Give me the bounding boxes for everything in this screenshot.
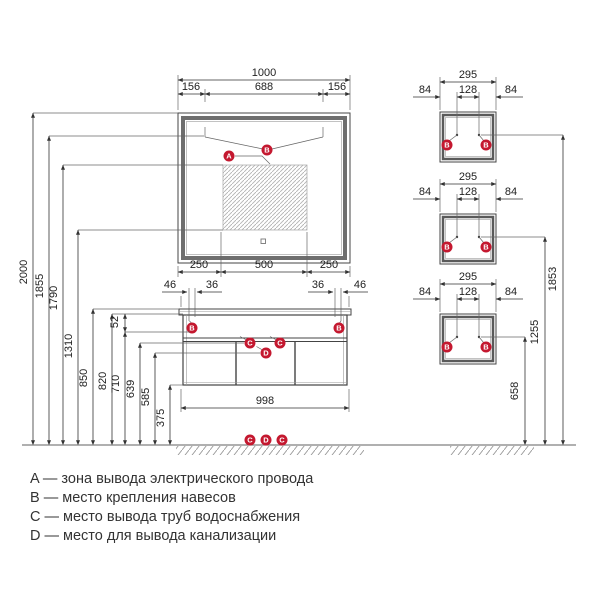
- dim-zone-left: 250: [189, 259, 209, 271]
- dim-46-right: 46: [353, 279, 367, 291]
- marker-a: [224, 151, 235, 162]
- dim-h710: 710: [110, 374, 122, 394]
- floor-pipe-markers: [245, 435, 288, 446]
- dim-36-left: 36: [205, 279, 219, 291]
- dim-vanity-width: 998: [255, 395, 275, 407]
- dim-h2000: 2000: [18, 259, 30, 285]
- svg-text:C: C: [279, 435, 285, 445]
- dim-h585: 585: [140, 387, 152, 407]
- dim-h820: 820: [97, 371, 109, 391]
- dim-side-edge: 84: [504, 84, 518, 96]
- dim-h1855: 1855: [34, 273, 46, 299]
- dim-side-edge: 84: [418, 186, 432, 198]
- marker-b: [481, 140, 492, 151]
- marker-b: [481, 342, 492, 353]
- dim-mirror-hook-right: 156: [327, 81, 347, 93]
- svg-text:B: B: [189, 323, 195, 333]
- marker-d: [261, 435, 272, 446]
- marker-c: [275, 338, 286, 349]
- legend-item-d: D — место для вывода канализации: [30, 528, 277, 544]
- mirror-front-view: [178, 113, 350, 263]
- side-view-bottom: [413, 271, 523, 364]
- svg-text:B: B: [483, 242, 489, 252]
- side-view-middle: [413, 171, 523, 264]
- dim-36-right: 36: [311, 279, 325, 291]
- dim-side-depth: 295: [458, 69, 478, 81]
- dim-side-edge: 84: [504, 186, 518, 198]
- dim-h639: 639: [125, 379, 137, 399]
- svg-text:C: C: [247, 435, 253, 445]
- dim-zone-width: 500: [254, 259, 274, 271]
- vanity-width-dimension: [181, 389, 349, 412]
- legend-item-c: C — место вывода труб водоснабжения: [30, 509, 301, 525]
- dim-hook-658: 658: [509, 381, 521, 401]
- dim-side-depth: 295: [458, 171, 478, 183]
- marker-b: [442, 242, 453, 253]
- dim-zone-right: 250: [319, 259, 339, 271]
- dim-side-spacing: 128: [458, 286, 478, 298]
- marker-d: [261, 348, 272, 359]
- dim-h375: 375: [155, 408, 167, 428]
- dim-h850: 850: [78, 368, 90, 388]
- dim-side-spacing: 128: [458, 186, 478, 198]
- svg-text:B: B: [264, 145, 270, 155]
- dim-side-edge: 84: [418, 84, 432, 96]
- dim-hook-1255: 1255: [529, 319, 541, 345]
- dim-hook-drop-52: 52: [109, 315, 121, 329]
- svg-text:A: A: [226, 151, 232, 161]
- dim-mirror-hook-span: 688: [254, 81, 274, 93]
- marker-b: [442, 140, 453, 151]
- svg-text:B: B: [444, 140, 450, 150]
- svg-text:D: D: [263, 435, 269, 445]
- svg-text:B: B: [444, 342, 450, 352]
- floor-line: [22, 445, 576, 455]
- legend-item-b: B — место крепления навесов: [30, 490, 236, 506]
- svg-text:B: B: [483, 342, 489, 352]
- marker-c: [277, 435, 288, 446]
- svg-text:D: D: [263, 348, 269, 358]
- svg-text:C: C: [247, 338, 253, 348]
- marker-c: [245, 338, 256, 349]
- marker-c: [245, 435, 256, 446]
- dim-side-edge: 84: [418, 286, 432, 298]
- marker-b: [262, 145, 273, 156]
- svg-text:C: C: [277, 338, 283, 348]
- dim-side-depth: 295: [458, 271, 478, 283]
- vanity-front-view: [179, 309, 351, 385]
- mirror-top-dimensions: [178, 67, 350, 110]
- dim-46-left: 46: [163, 279, 177, 291]
- svg-text:B: B: [444, 242, 450, 252]
- legend: [30, 471, 314, 544]
- svg-text:B: B: [483, 140, 489, 150]
- dim-hook-1853: 1853: [547, 266, 559, 292]
- wall-hook-height-dimensions: [481, 135, 563, 445]
- electric-zone-a: [223, 165, 307, 230]
- side-view-top: [413, 69, 523, 162]
- legend-item-a: A — зона вывода электрического провода: [30, 471, 314, 487]
- dim-mirror-width: 1000: [251, 67, 277, 79]
- dim-mirror-hook-left: 156: [181, 81, 201, 93]
- dim-h1790: 1790: [48, 285, 60, 311]
- marker-b: [442, 342, 453, 353]
- dim-side-edge: 84: [504, 286, 518, 298]
- dim-side-spacing: 128: [458, 84, 478, 96]
- svg-text:B: B: [336, 323, 342, 333]
- marker-b: [334, 323, 345, 334]
- marker-b: [481, 242, 492, 253]
- dim-h1310: 1310: [63, 333, 75, 359]
